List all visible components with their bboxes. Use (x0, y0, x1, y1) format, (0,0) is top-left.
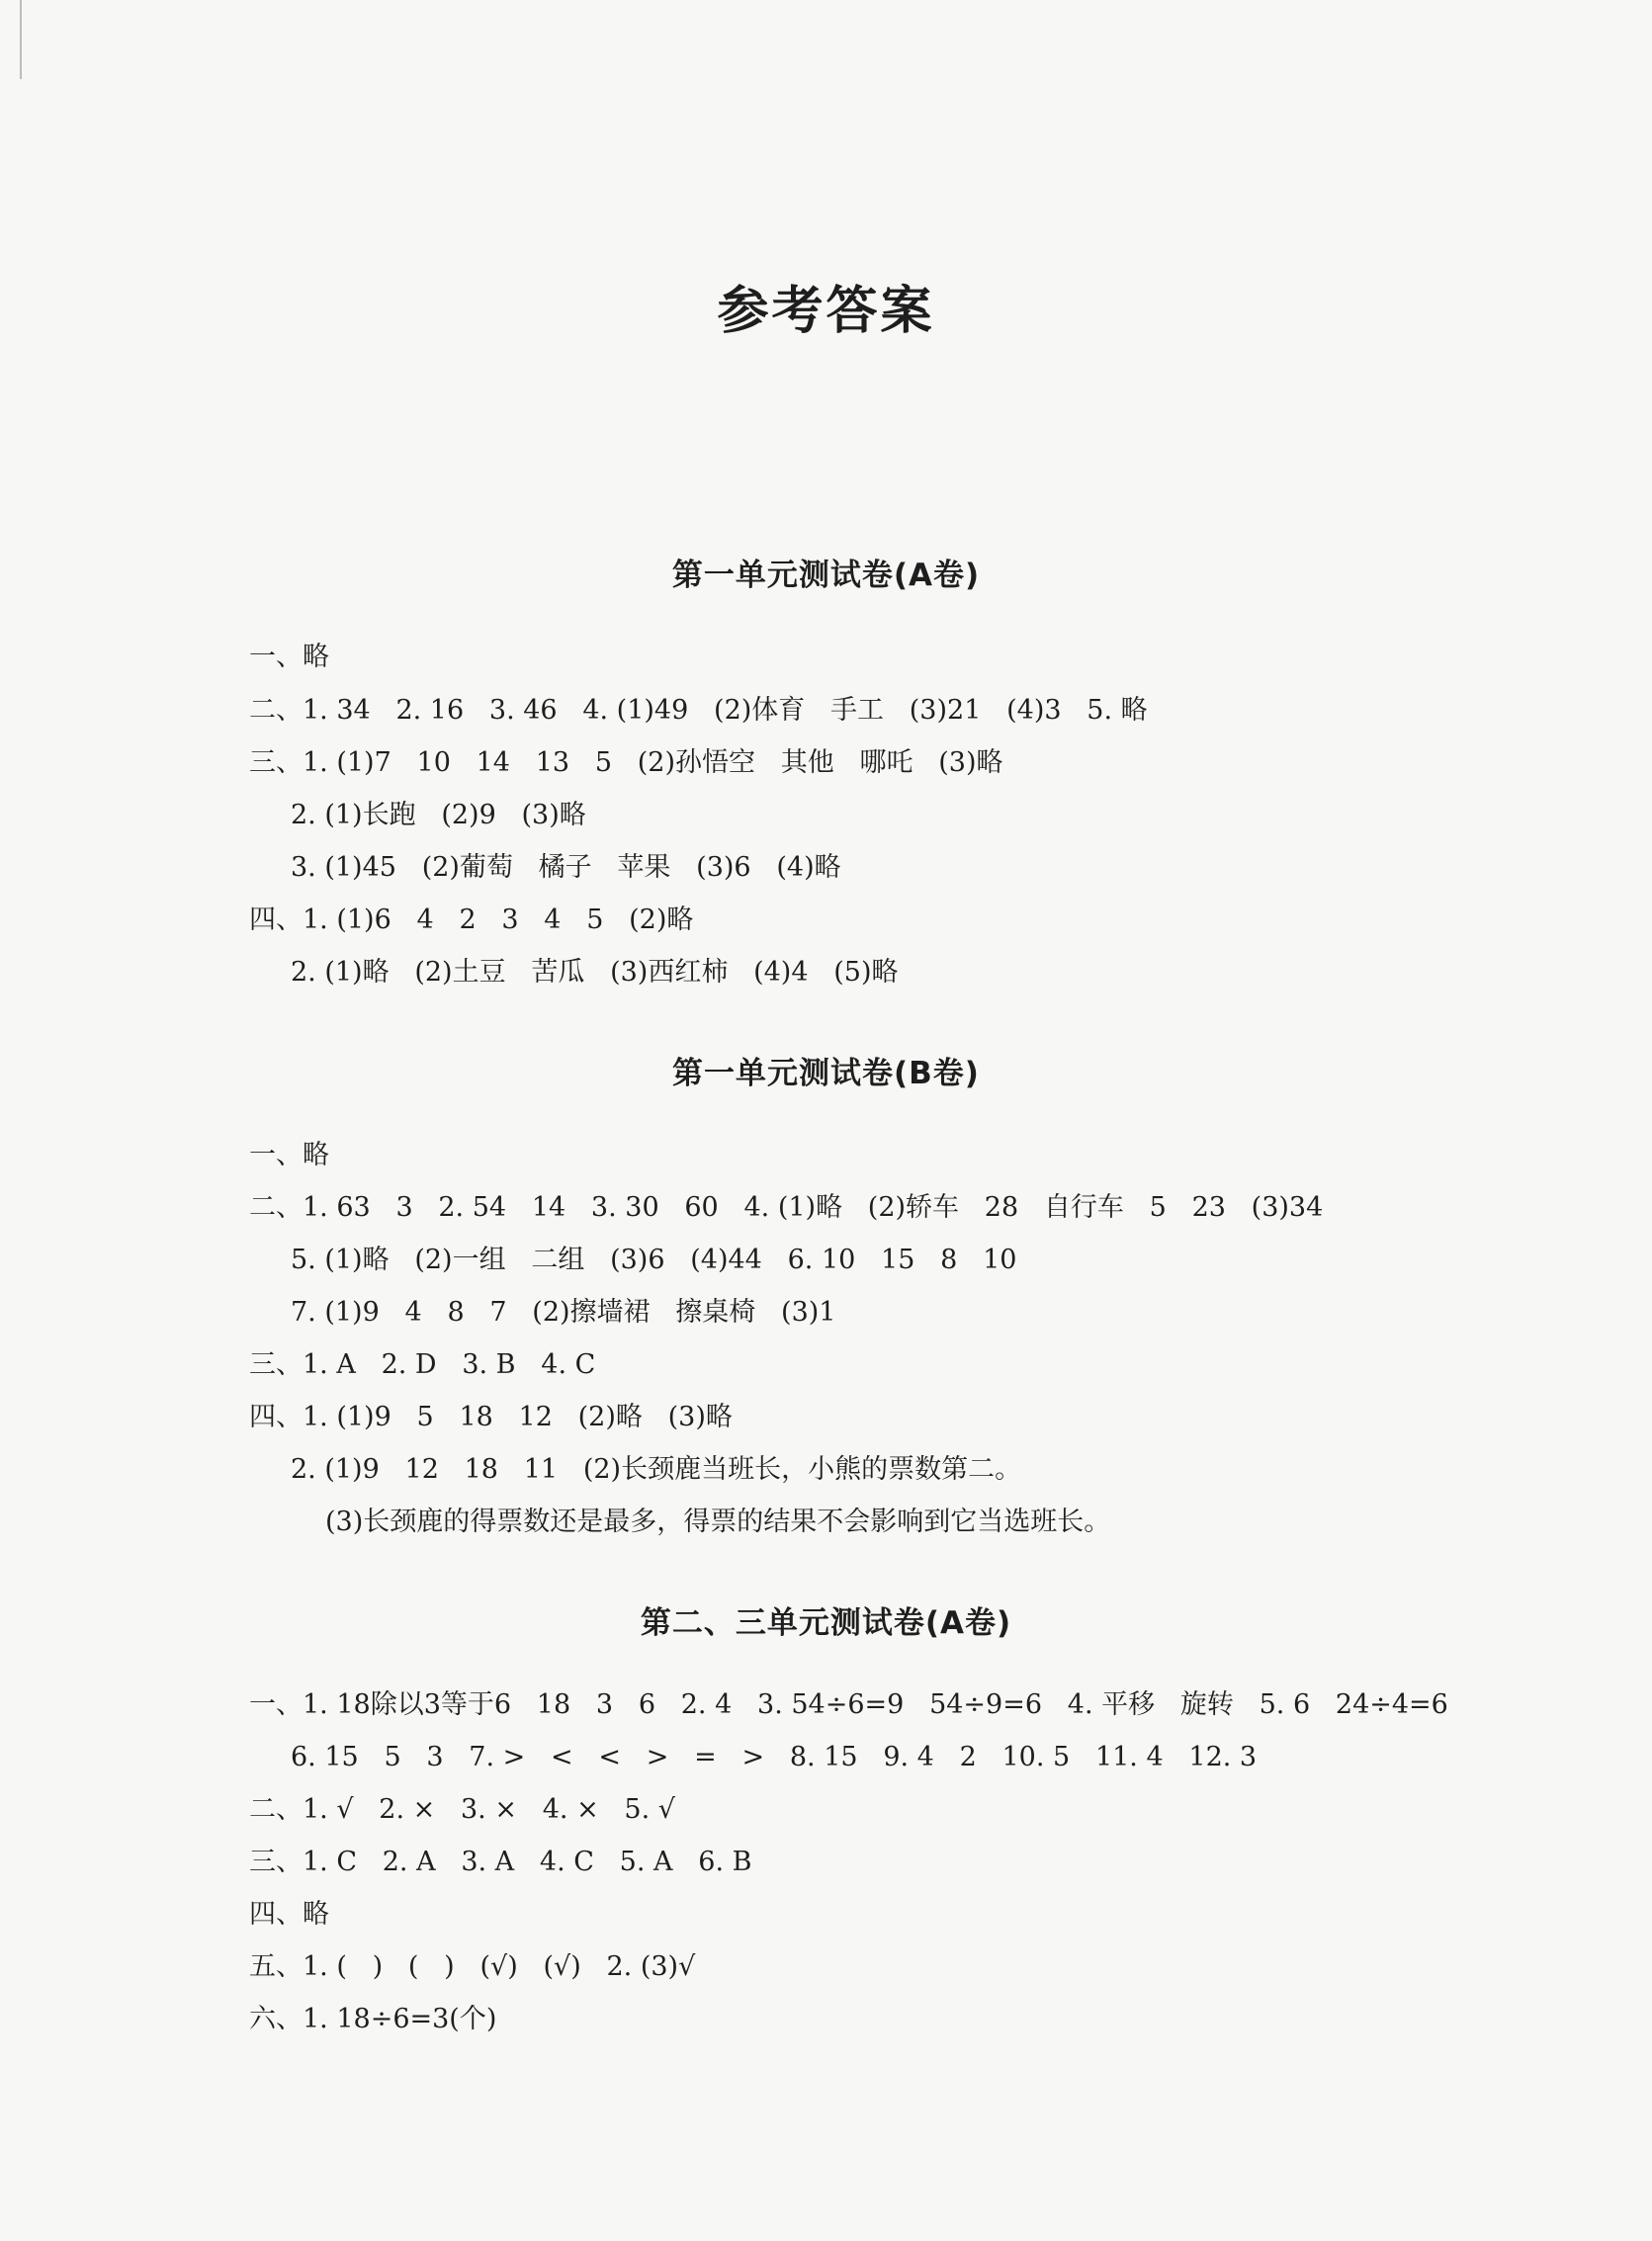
answer-line: 四、略 (249, 1899, 329, 1930)
answer-line: 一、1. 18除以3等于6 18 3 6 2. 4 3. 54÷6=9 54÷9=6 4. 平移 旋转 5. 6 24÷4=6 (249, 1689, 1448, 1720)
page-title: 参考答案 (717, 281, 935, 341)
answer-line: 2. (1)9 12 18 11 (2)长颈鹿当班长，小熊的票数第二。 (291, 1454, 1022, 1485)
answer-line: 二、1. √ 2. × 3. × 4. × 5. √ (249, 1794, 675, 1825)
answer-line: 三、1. (1)7 10 14 13 5 (2)孙悟空 其他 哪吒 (3)略 (249, 747, 1003, 778)
section-heading: 第一单元测试卷(A卷) (671, 558, 981, 593)
answer-line: 2. (1)略 (2)土豆 苦瓜 (3)西红柿 (4)4 (5)略 (291, 957, 899, 988)
answer-line: 六、1. 18÷6=3(个) (249, 2004, 497, 2034)
scan-edge-line (20, 0, 22, 79)
answer-line: 2. (1)长跑 (2)9 (3)略 (291, 800, 586, 830)
answer-line: 二、1. 34 2. 16 3. 46 4. (1)49 (2)体育 手工 (3)21 (4)3 5. 略 (249, 695, 1148, 726)
answer-line: 一、略 (249, 642, 329, 672)
answer-line: 3. (1)45 (2)葡萄 橘子 苹果 (3)6 (4)略 (291, 852, 841, 883)
section-heading: 第一单元测试卷(B卷) (672, 1056, 980, 1091)
answer-line: 7. (1)9 4 8 7 (2)擦墙裙 擦桌椅 (3)1 (291, 1297, 836, 1328)
answer-line: (3)长颈鹿的得票数还是最多，得票的结果不会影响到它当选班长。 (325, 1507, 1111, 1537)
answer-line: 6. 15 5 3 7. > < < > = > 8. 15 9. 4 2 10. 5 11. 4 12. 3 (291, 1742, 1258, 1772)
section-heading: 第二、三单元测试卷(A卷) (640, 1605, 1012, 1641)
answer-line: 四、1. (1)9 5 18 12 (2)略 (3)略 (249, 1402, 733, 1432)
answer-line: 五、1. ( ) ( ) (√) (√) 2. (3)√ (249, 1951, 696, 1982)
answer-line: 四、1. (1)6 4 2 3 4 5 (2)略 (249, 905, 694, 935)
answer-line: 三、1. C 2. A 3. A 4. C 5. A 6. B (249, 1847, 752, 1877)
answer-line: 一、略 (249, 1140, 329, 1170)
answer-line: 二、1. 63 3 2. 54 14 3. 30 60 4. (1)略 (2)轿车 28 自行车 5 23 (3)34 (249, 1192, 1324, 1223)
answer-line: 三、1. A 2. D 3. B 4. C (249, 1349, 596, 1380)
answer-line: 5. (1)略 (2)一组 二组 (3)6 (4)44 6. 10 15 8 10 (291, 1245, 1017, 1275)
